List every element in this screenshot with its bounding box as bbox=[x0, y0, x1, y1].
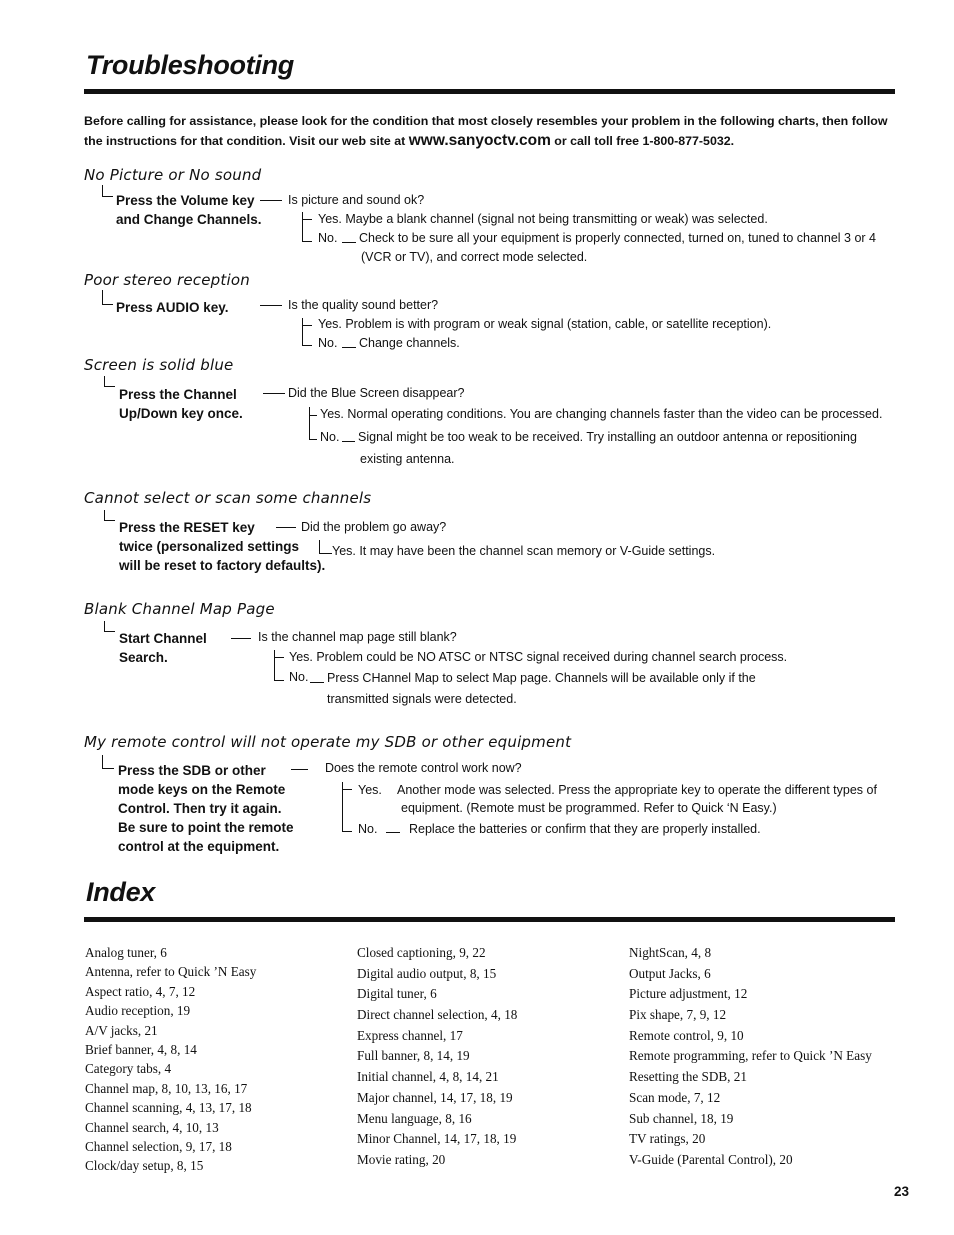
index-entry: Channel scanning, 4, 13, 17, 18 bbox=[85, 1100, 252, 1116]
section-heading: Blank Channel Map Page bbox=[84, 600, 275, 618]
no-text: Press CHannel Map to select Map page. Channels will be available only if the transmitted signals were detected. bbox=[327, 671, 756, 706]
no-label: No. bbox=[289, 670, 309, 684]
connector bbox=[102, 755, 114, 769]
index-entry: Express channel, 17 bbox=[357, 1027, 463, 1043]
index-entry: Digital audio output, 8, 15 bbox=[357, 965, 497, 981]
index-entry: Scan mode, 7, 12 bbox=[629, 1089, 721, 1105]
index-entry: Pix shape, 7, 9, 12 bbox=[629, 1007, 727, 1023]
index-entry: Resetting the SDB, 21 bbox=[629, 1069, 747, 1085]
index-entry: TV ratings, 20 bbox=[629, 1131, 706, 1147]
question-text: Is the quality sound better? bbox=[288, 298, 439, 312]
index-title: Index bbox=[86, 877, 156, 907]
index-entry: Channel map, 8, 10, 13, 16, 17 bbox=[85, 1080, 248, 1096]
index-entry: Antenna, refer to Quick ’N Easy bbox=[85, 964, 257, 980]
index-entry: Picture adjustment, 12 bbox=[629, 986, 748, 1002]
index-entry: Aspect ratio, 4, 7, 12 bbox=[85, 983, 196, 999]
index-entry: Clock/day setup, 8, 15 bbox=[85, 1158, 204, 1174]
index-rule bbox=[84, 917, 895, 922]
index-entry: Direct channel selection, 4, 18 bbox=[357, 1007, 518, 1023]
section-heading: Cannot select or scan some channels bbox=[84, 489, 372, 507]
index-entry: Full banner, 8, 14, 19 bbox=[357, 1048, 470, 1064]
yes-text: Yes. Normal operating conditions. You are changing channels faster than the video can be processed. bbox=[320, 407, 883, 421]
connector bbox=[104, 376, 115, 387]
connector bbox=[102, 185, 113, 197]
index-entry: Analog tuner, 6 bbox=[85, 945, 167, 960]
no-label: No. bbox=[358, 822, 378, 836]
index-column-1 bbox=[85, 943, 256, 1176]
index-entry: Audio reception, 19 bbox=[85, 1003, 191, 1019]
no-text: Check to be sure all your equipment is properly connected, turned on, tuned to channel 3 or 4 (VCR or TV), and correct mode selected. bbox=[359, 231, 876, 264]
action-text: Press the Volume key and Change Channels. bbox=[116, 193, 262, 227]
index-entry: Channel search, 4, 10, 13 bbox=[85, 1119, 219, 1135]
intro-paragraph bbox=[84, 112, 899, 151]
index-entry: Minor Channel, 14, 17, 18, 19 bbox=[357, 1131, 517, 1147]
index-entry: Movie rating, 20 bbox=[357, 1151, 446, 1167]
troubleshooting-title: Troubleshooting bbox=[86, 50, 294, 80]
index-entry: Major channel, 14, 17, 18, 19 bbox=[357, 1089, 513, 1105]
section-heading: No Picture or No sound bbox=[84, 166, 262, 184]
index-column-3 bbox=[629, 943, 872, 1171]
no-label: No. bbox=[318, 231, 338, 245]
question-text: Is the channel map page still blank? bbox=[258, 630, 457, 644]
action-text: Press the Channel Up/Down key once. bbox=[119, 387, 243, 421]
yes-text: Yes. Problem could be NO ATSC or NTSC signal received during channel search process. bbox=[289, 650, 788, 664]
index-entry: Digital tuner, 6 bbox=[357, 986, 437, 1002]
yes-text: Yes. It may have been the channel scan memory or V-Guide settings. bbox=[332, 544, 716, 558]
intro-text: Before calling for assistance, please look for the condition that most closely resembles your problem in the following charts, then follow the instructions for that condition. Visit our web site at bbox=[84, 114, 888, 148]
section-heading: My remote control will not operate my SDB or other equipment bbox=[84, 733, 572, 751]
index-entry: Output Jacks, 6 bbox=[629, 965, 711, 981]
index-entry: Sub channel, 18, 19 bbox=[629, 1110, 734, 1126]
index-entry: Remote control, 9, 10 bbox=[629, 1027, 744, 1043]
question-text: Is picture and sound ok? bbox=[288, 193, 425, 207]
page-number: 23 bbox=[893, 1184, 909, 1199]
yes-text: Yes. Maybe a blank channel (signal not being transmitting or weak) was selected. bbox=[318, 212, 768, 226]
website-link[interactable]: www.sanyoctv.com bbox=[408, 132, 551, 149]
question-text: Does the remote control work now? bbox=[325, 761, 522, 775]
index-entry: Closed captioning, 9, 22 bbox=[357, 945, 486, 960]
action-text: Press the SDB or other mode keys on the Remote Control. Then try it again. Be sure to point the remote control at the equipment. bbox=[118, 763, 294, 854]
index-entry: NightScan, 4, 8 bbox=[629, 945, 712, 960]
index-entry: Brief banner, 4, 8, 14 bbox=[85, 1041, 197, 1057]
index-entry: Category tabs, 4 bbox=[85, 1061, 172, 1077]
question-text: Did the problem go away? bbox=[301, 520, 447, 534]
no-text: Replace the batteries or confirm that they are properly installed. bbox=[409, 822, 761, 836]
question-text: Did the Blue Screen disappear? bbox=[288, 386, 465, 400]
connector bbox=[104, 621, 115, 632]
index-entry: Channel selection, 9, 17, 18 bbox=[85, 1138, 232, 1154]
index-column-2 bbox=[357, 943, 517, 1171]
no-text: Change channels. bbox=[359, 336, 460, 350]
action-text: Press the RESET key twice (personalized settings will be reset to factory defaults). bbox=[119, 520, 326, 573]
section-heading: Screen is solid blue bbox=[84, 356, 234, 374]
yes-text: Yes. Problem is with program or weak signal (station, cable, or satellite reception). bbox=[318, 317, 772, 331]
connector bbox=[102, 290, 113, 305]
section-heading: Poor stereo reception bbox=[84, 271, 250, 289]
no-label: No. bbox=[318, 336, 338, 350]
yes-label: Yes. bbox=[358, 783, 382, 797]
no-label: No. bbox=[320, 430, 340, 444]
index-entry: A/V jacks, 21 bbox=[85, 1022, 158, 1038]
index-entry: Initial channel, 4, 8, 14, 21 bbox=[357, 1069, 499, 1085]
action-text: Press AUDIO key. bbox=[116, 300, 229, 315]
title-rule bbox=[84, 89, 895, 94]
connector bbox=[104, 510, 115, 521]
no-text: Signal might be too weak to be received. Try installing an outdoor antenna or repositioning existing antenna. bbox=[358, 430, 857, 466]
action-text: Start Channel Search. bbox=[119, 631, 207, 665]
index-entry: V-Guide (Parental Control), 20 bbox=[629, 1151, 793, 1167]
intro-phone: or call toll free 1-800-877-5032. bbox=[550, 134, 735, 148]
index-entry: Remote programming, refer to Quick ’N Easy bbox=[629, 1048, 872, 1064]
yes-text: Another mode was selected. Press the appropriate key to operate the different types of equipment. (Remote must be programmed. Refer to Quick ‘N Easy.) bbox=[397, 783, 877, 815]
index-entry: Menu language, 8, 16 bbox=[357, 1110, 472, 1126]
